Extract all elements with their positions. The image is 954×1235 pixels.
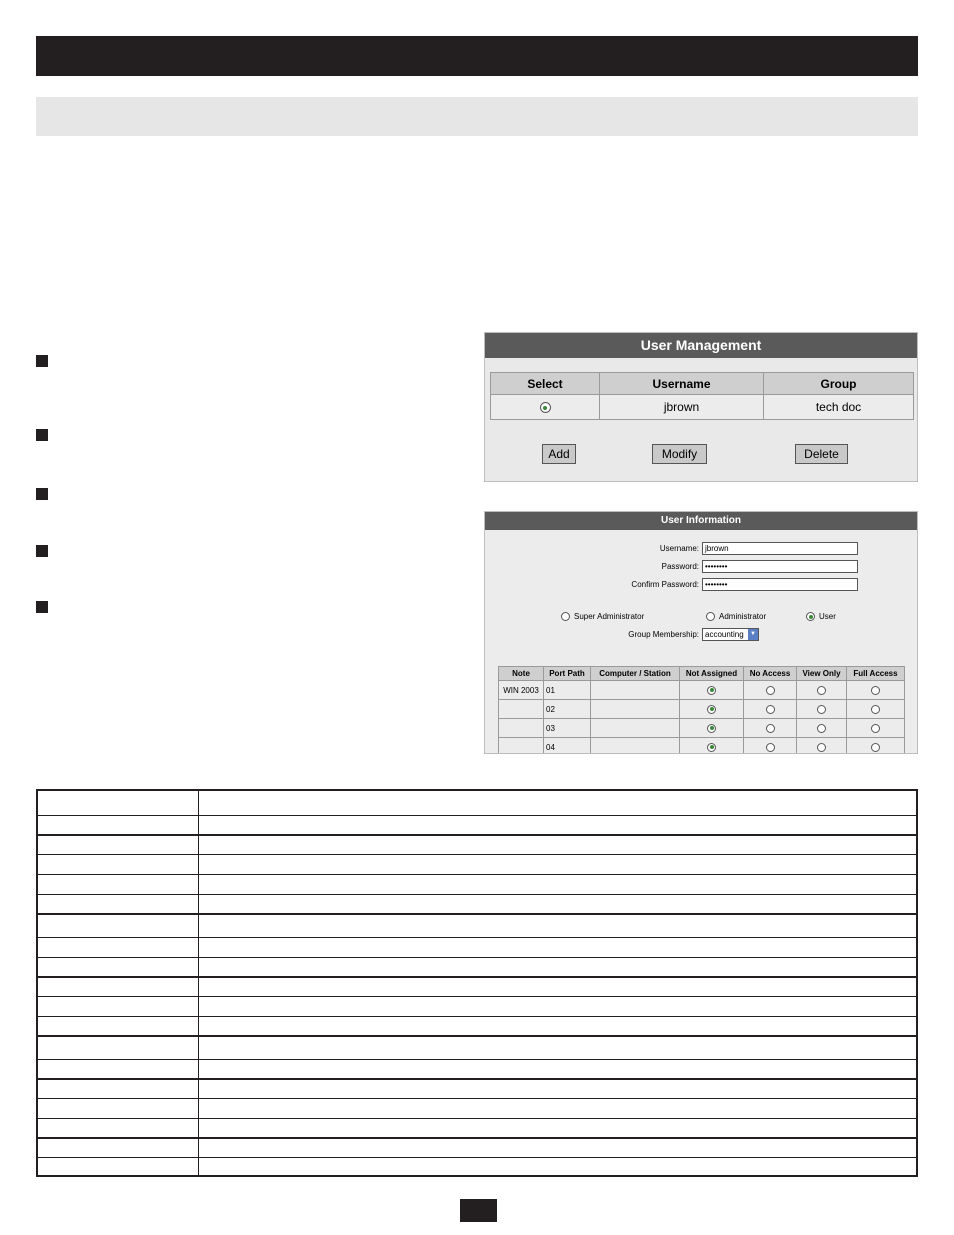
station-cell	[591, 681, 680, 700]
user-management-panel	[484, 332, 918, 482]
port-path-cell: 04	[544, 738, 591, 755]
password-label: Password:	[661, 562, 699, 571]
view-only-radio[interactable]	[817, 724, 826, 733]
add-button[interactable]: Add	[542, 444, 576, 464]
row-divider	[38, 894, 916, 895]
row-divider	[38, 996, 916, 997]
note-cell: WIN 2003	[499, 681, 544, 700]
row-divider	[38, 913, 916, 915]
col-note: Note	[499, 667, 544, 681]
section-bar	[36, 97, 918, 136]
username-input[interactable]: jbrown	[702, 542, 858, 555]
row-divider	[38, 976, 916, 978]
password-input[interactable]: ••••••••	[702, 560, 858, 573]
group-cell: tech doc	[764, 395, 914, 420]
bullet-5	[36, 601, 48, 613]
col-station: Computer / Station	[591, 667, 680, 681]
table-row	[499, 719, 905, 738]
user-information-panel	[484, 511, 918, 754]
col-group: Group	[764, 373, 914, 395]
row-divider	[38, 1016, 916, 1017]
table-row	[499, 681, 905, 700]
no-access-radio[interactable]	[766, 724, 775, 733]
confirm-password-label: Confirm Password:	[631, 580, 699, 589]
not-assigned-radio[interactable]	[707, 724, 716, 733]
note-cell	[499, 738, 544, 755]
user-management-title: User Management	[485, 333, 917, 358]
row-divider	[38, 874, 916, 875]
table-row[interactable]	[491, 395, 914, 420]
specification-table	[36, 789, 918, 1177]
admin-radio[interactable]	[706, 612, 715, 621]
full-access-radio[interactable]	[871, 705, 880, 714]
username-label: Username:	[659, 544, 699, 553]
bullet-1	[36, 355, 48, 367]
row-divider	[38, 1118, 916, 1119]
row-divider	[38, 834, 916, 836]
chevron-down-icon[interactable]: ▼	[748, 629, 758, 640]
col-not-assigned: Not Assigned	[680, 667, 744, 681]
station-cell	[591, 719, 680, 738]
col-view-only: View Only	[797, 667, 847, 681]
bullet-4	[36, 545, 48, 557]
note-cell	[499, 719, 544, 738]
row-divider	[38, 1059, 916, 1060]
super-admin-radio[interactable]	[561, 612, 570, 621]
col-select: Select	[491, 373, 600, 395]
group-membership-select[interactable]: accounting ▼	[702, 628, 759, 641]
full-access-radio[interactable]	[871, 724, 880, 733]
port-path-cell: 01	[544, 681, 591, 700]
page-number	[460, 1199, 497, 1222]
full-access-radio[interactable]	[871, 686, 880, 695]
select-radio[interactable]	[540, 402, 551, 413]
role-user[interactable]: User	[806, 612, 836, 621]
user-radio[interactable]	[806, 612, 815, 621]
row-divider	[38, 1098, 916, 1099]
station-cell	[591, 738, 680, 755]
row-divider	[38, 1035, 916, 1037]
col-full-access: Full Access	[847, 667, 905, 681]
table-row	[499, 700, 905, 719]
user-information-title: User Information	[485, 512, 917, 530]
role-super-admin[interactable]: Super Administrator	[561, 612, 644, 621]
username-cell: jbrown	[600, 395, 764, 420]
bullet-3	[36, 488, 48, 500]
row-divider	[38, 815, 916, 816]
user-table	[490, 372, 914, 420]
port-path-cell: 03	[544, 719, 591, 738]
row-divider	[38, 1137, 916, 1139]
row-divider	[38, 854, 916, 855]
row-divider	[38, 937, 916, 938]
view-only-radio[interactable]	[817, 743, 826, 752]
row-divider	[38, 1078, 916, 1080]
not-assigned-radio[interactable]	[707, 705, 716, 714]
port-access-table	[498, 666, 905, 754]
note-cell	[499, 700, 544, 719]
row-divider	[38, 1157, 916, 1158]
confirm-password-input[interactable]: ••••••••	[702, 578, 858, 591]
table-row	[499, 738, 905, 755]
delete-button[interactable]: Delete	[795, 444, 848, 464]
no-access-radio[interactable]	[766, 743, 775, 752]
view-only-radio[interactable]	[817, 686, 826, 695]
header-bar	[36, 36, 918, 76]
role-admin[interactable]: Administrator	[706, 612, 766, 621]
modify-button[interactable]: Modify	[652, 444, 707, 464]
view-only-radio[interactable]	[817, 705, 826, 714]
row-divider	[38, 957, 916, 958]
bullet-2	[36, 429, 48, 441]
no-access-radio[interactable]	[766, 686, 775, 695]
station-cell	[591, 700, 680, 719]
full-access-radio[interactable]	[871, 743, 880, 752]
no-access-radio[interactable]	[766, 705, 775, 714]
port-path-cell: 02	[544, 700, 591, 719]
col-port-path: Port Path	[544, 667, 591, 681]
not-assigned-radio[interactable]	[707, 743, 716, 752]
group-membership-label: Group Membership:	[628, 630, 699, 639]
col-no-access: No Access	[744, 667, 797, 681]
col-username: Username	[600, 373, 764, 395]
not-assigned-radio[interactable]	[707, 686, 716, 695]
